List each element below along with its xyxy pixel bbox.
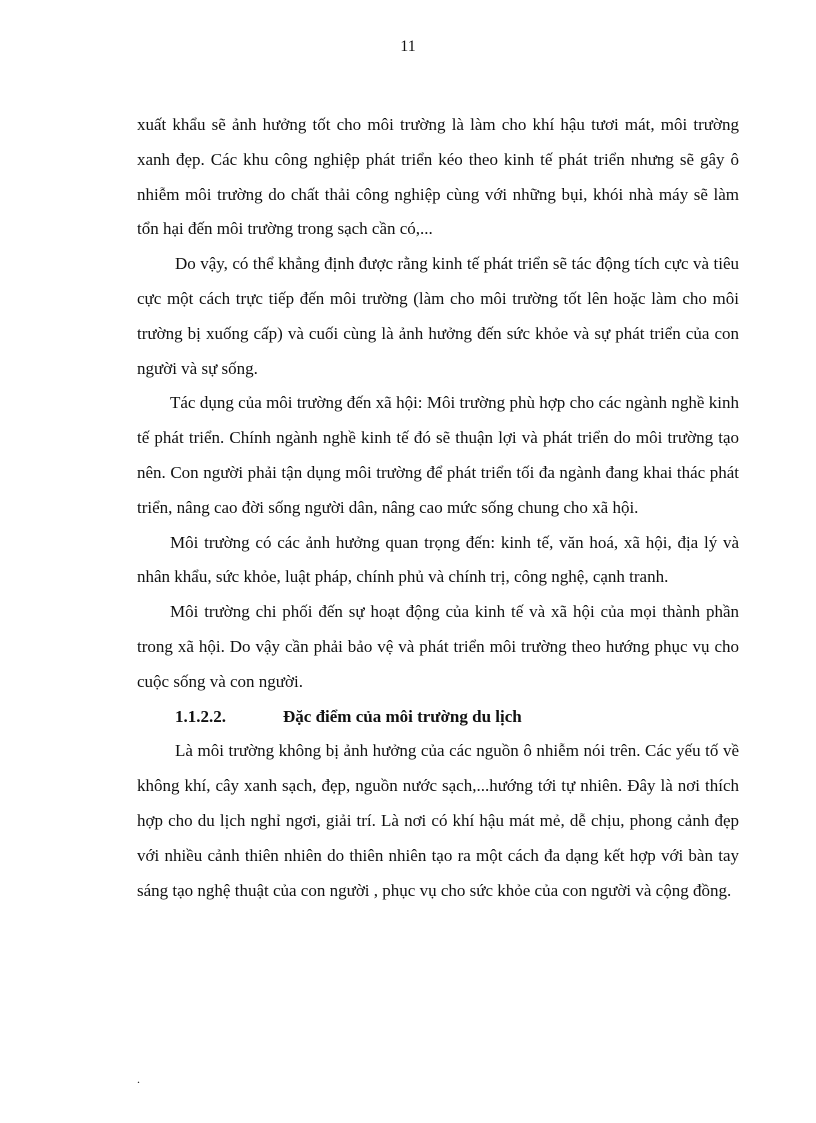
paragraph-tourism-environment: Là môi trường không bị ảnh hưởng của các nguồn ô nhiễm nói trên. Các yếu tố về không khí, cây xanh sạch, đẹp, nguồn nước sạch,...hướng tới tự nhiên. Đây là nơi thích hợp cho du lịch nghỉ ngơi, giải trí. Là nơi có khí hậu mát mẻ, dễ chịu, phong cảnh đẹp với nhiều cảnh thiên nhiên do thiên nhiên tạo ra một cách đa dạng kết hợp với bàn tay sáng tạo nghệ thuật của con người , phục vụ cho sức khỏe của con người và cộng đồng. bbox=[137, 741, 739, 900]
page-number: 11 bbox=[400, 38, 416, 55]
paragraph-continuation: xuất khẩu sẽ ảnh hưởng tốt cho môi trường là làm cho khí hậu tươi mát, môi trường xanh đẹp. Các khu công nghiệp phát triển kéo theo kinh tế phát triển nhưng sẽ gây ô nhiễm môi trường do chất thải công nghiệp cùng với những bụi, khói nhà máy sẽ làm tổn hại đến môi trường trong sạch cần có,... bbox=[137, 115, 739, 239]
document-body bbox=[137, 108, 739, 908]
paragraph-conclusion: Do vậy, có thể khẳng định được rằng kinh tế phát triển sẽ tác động tích cực và tiêu cực một cách trực tiếp đến môi trường (làm cho môi trường tốt lên hoặc làm cho môi trường bị xuống cấp) và cuối cùng là ảnh hưởng đến sức khỏe và sự phát triển của con người và sự sống. bbox=[137, 254, 739, 378]
section-title: Đặc điểm của môi trường du lịch bbox=[283, 706, 522, 726]
paragraph-influences: Môi trường có các ảnh hưởng quan trọng đến: kinh tế, văn hoá, xã hội, địa lý và nhân khẩu, sức khỏe, luật pháp, chính phủ và chính trị, công nghệ, cạnh tranh. bbox=[137, 532, 739, 587]
section-number: 1.1.2.2. bbox=[175, 706, 226, 726]
paragraph-social-effect: Tác dụng của môi trường đến xã hội: Môi trường phù hợp cho các ngành nghề kinh tế phát triển. Chính ngành nghề kinh tế đó sẽ thuận lợi và phát triển do môi trường tạo nên. Con người phải tận dụng môi trường để phát triển tối đa ngành đang khai thác phát triển, nâng cao đời sống người dân, nâng cao mức sống chung cho xã hội. bbox=[137, 393, 739, 517]
footer-mark: . bbox=[137, 1072, 140, 1086]
paragraph-protection: Môi trường chi phối đến sự hoạt động của kinh tế và xã hội của mọi thành phần trong xã hội. Do vậy cần phải bảo vệ và phát triển môi trường theo hướng phục vụ cho cuộc sống và con người. bbox=[137, 602, 739, 691]
section-heading bbox=[137, 700, 739, 735]
